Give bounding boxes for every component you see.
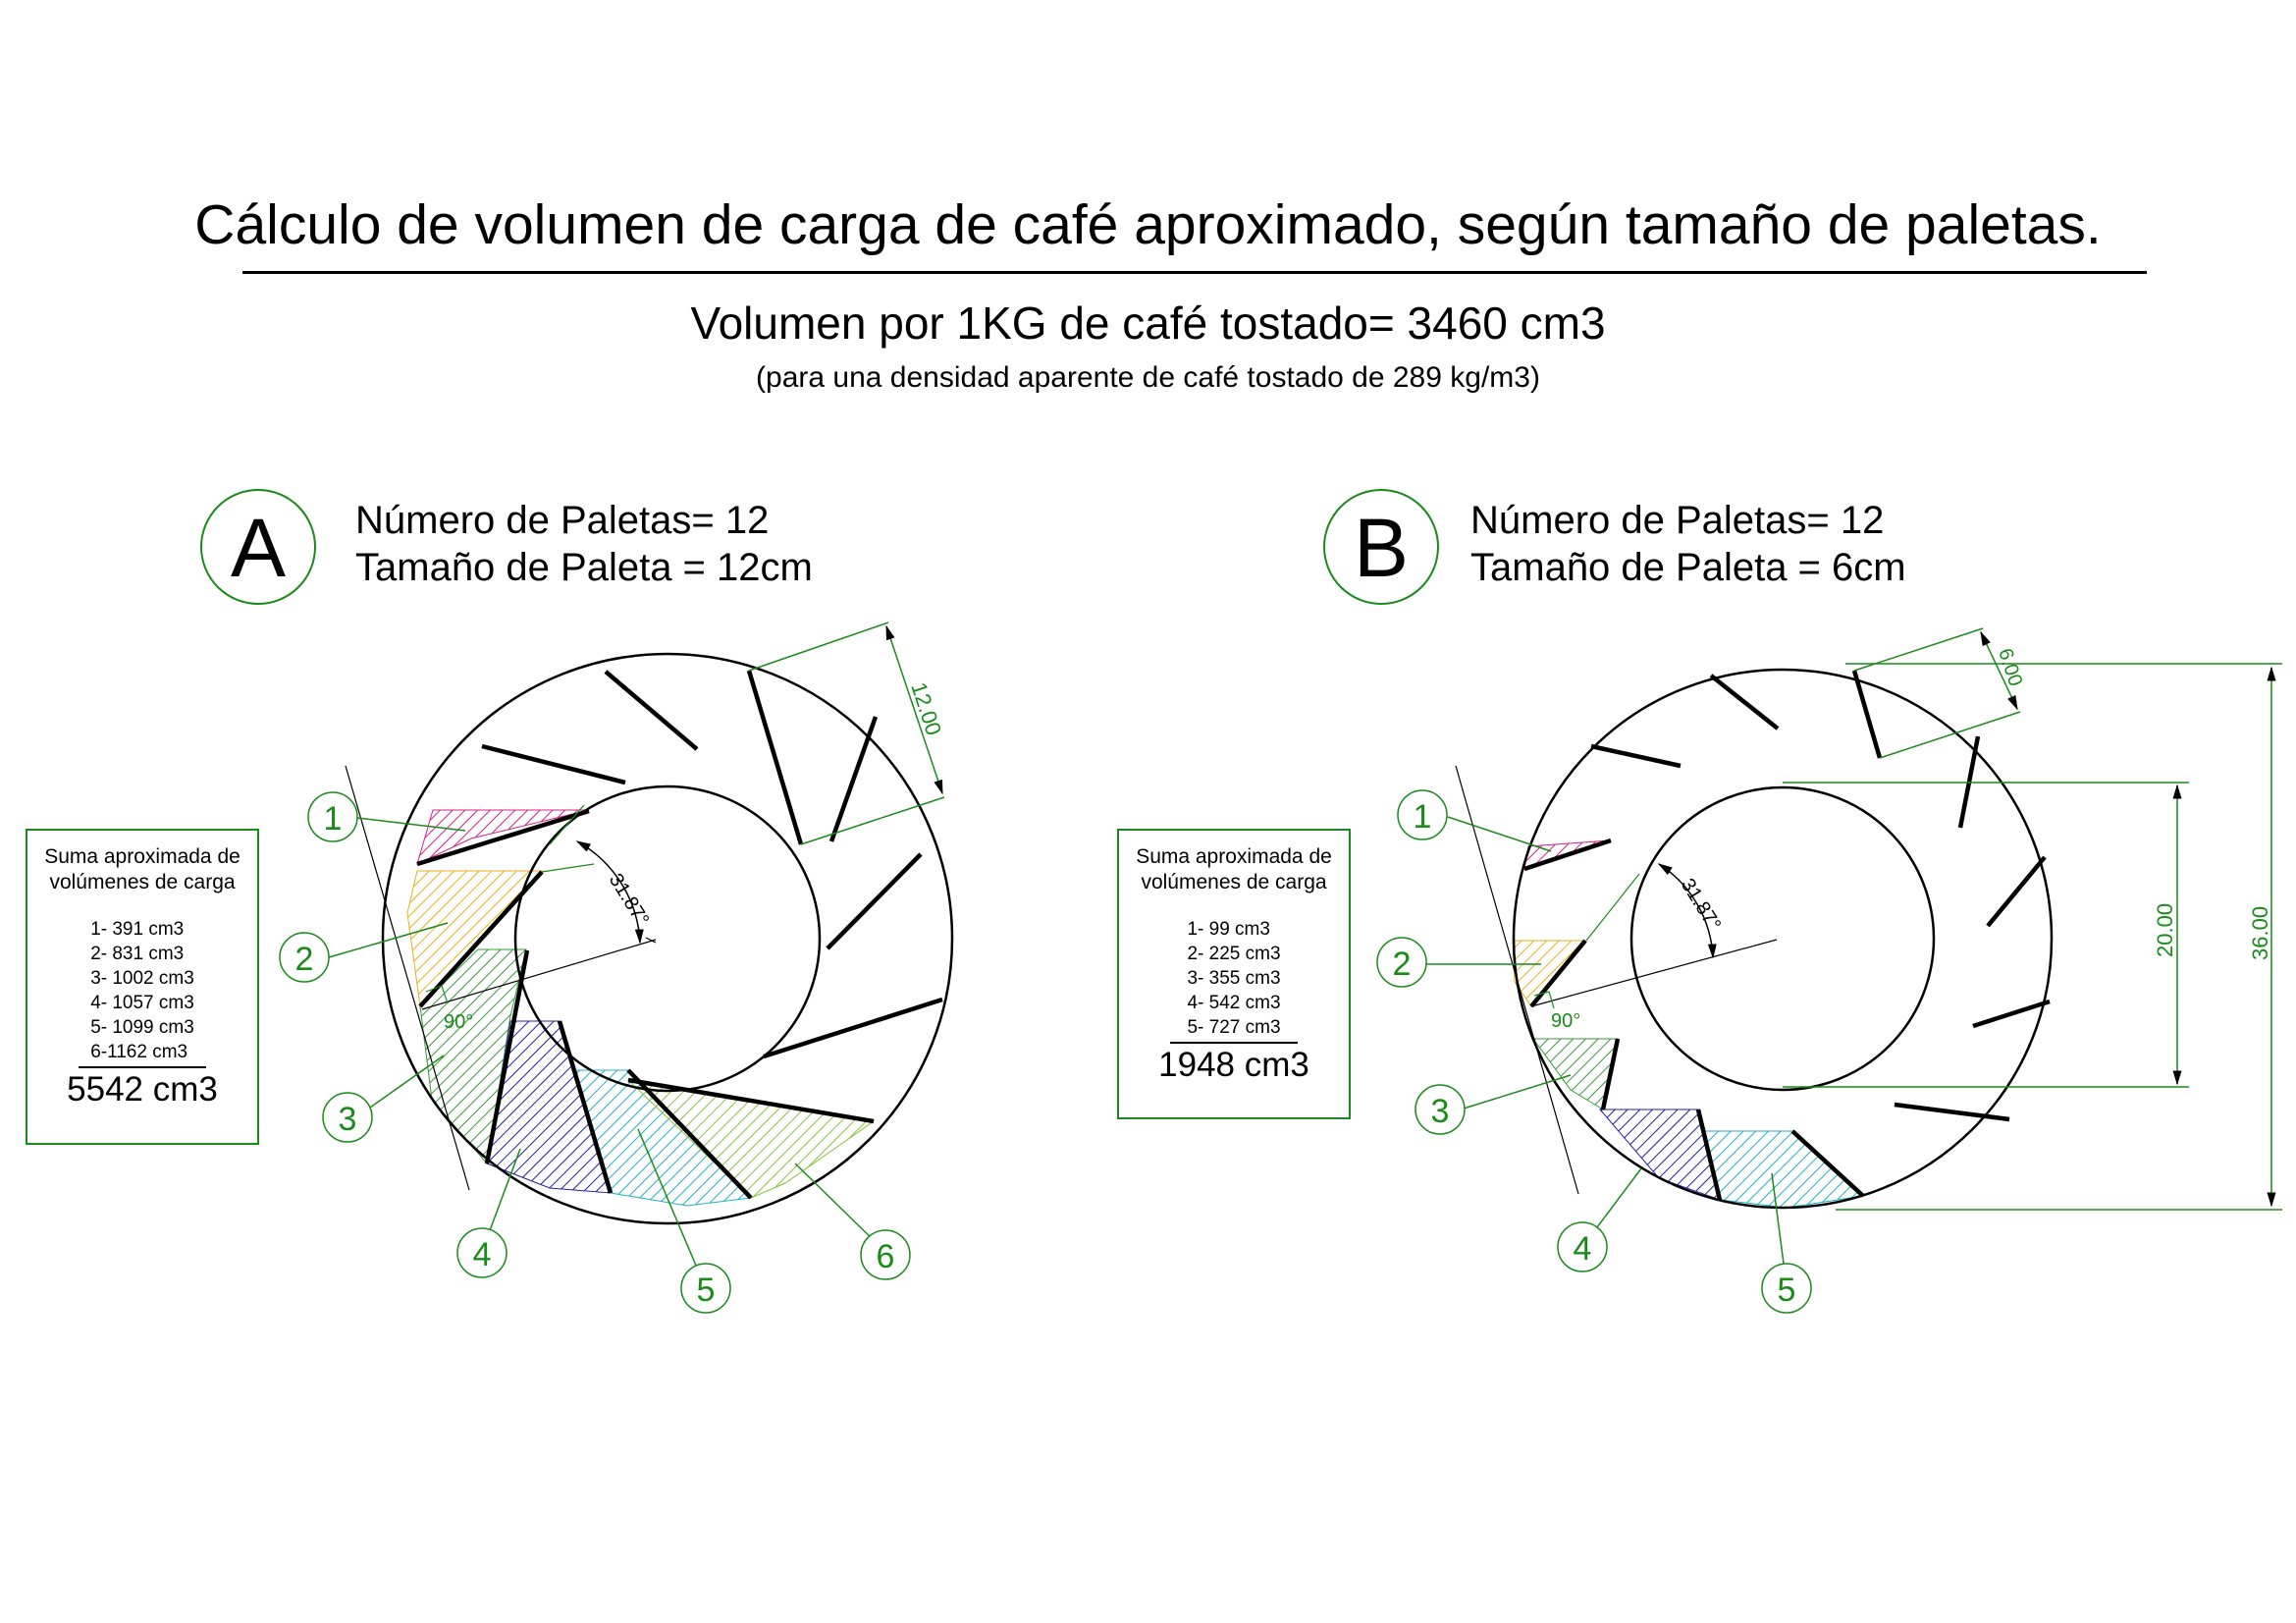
panel-b-dimension-paddle-label: 6.00 <box>1994 645 2027 689</box>
list-item: 2- 831 cm3 <box>90 944 185 964</box>
panel-a-diagram <box>201 490 952 1313</box>
density-note: (para una densidad aparente de café tostado de 289 kg/m3) <box>756 361 1540 394</box>
list-item: 4- 542 cm3 <box>1187 993 1281 1013</box>
panel-a-letter: A <box>230 502 287 594</box>
panel-a-total: 5542 cm3 <box>67 1070 218 1109</box>
list-item: 3- 355 cm3 <box>1187 968 1281 989</box>
panel-a-paddle-size: Tamaño de Paleta = 12cm <box>355 546 813 589</box>
panel-b-paddle-count: Número de Paletas= 12 <box>1470 499 1885 542</box>
panel-a-summary-title-2: volúmenes de carga <box>49 871 236 893</box>
zone-5-hatch <box>1703 1131 1863 1208</box>
panel-b-dimension-paddle <box>1854 628 2020 758</box>
panel-b-angle-label: 31.87° <box>1676 874 1726 935</box>
list-item: 4- 1057 cm3 <box>90 993 194 1013</box>
panel-a-angle-label: 31.87° <box>604 869 654 930</box>
zone-5-label: 5 <box>1777 1271 1796 1309</box>
list-item: 2- 225 cm3 <box>1187 944 1281 964</box>
list-item: 1- 391 cm3 <box>90 919 185 940</box>
zone-6-label: 6 <box>876 1238 895 1275</box>
list-item: 3- 1002 cm3 <box>90 968 194 989</box>
panel-a-summary-title-1: Suma aproximada de <box>44 845 240 868</box>
list-item: 5- 1099 cm3 <box>90 1017 194 1038</box>
panel-a-dimension-label: 12.00 <box>906 678 947 738</box>
panel-b-right-angle-label: 90° <box>1551 1010 1581 1032</box>
panel-b-dimension-outer <box>1836 664 2282 1210</box>
panel-b-inner-core <box>1631 787 1934 1090</box>
panel-b-summary-title-2: volúmenes de carga <box>1141 871 1327 893</box>
panel-b-summary-title-1: Suma aproximada de <box>1136 845 1332 868</box>
zone-4-label: 4 <box>472 1236 492 1273</box>
panel-b-dimension-inner-label: 20.00 <box>2153 902 2177 957</box>
zone-1-label: 1 <box>1413 798 1432 836</box>
panel-a-dimension-paddle <box>749 622 947 844</box>
list-item: 1- 99 cm3 <box>1187 919 1270 940</box>
zone-2-label: 2 <box>294 941 314 978</box>
zone-1-label: 1 <box>323 800 343 838</box>
panel-b-total: 1948 cm3 <box>1158 1046 1309 1084</box>
list-item: 5- 727 cm3 <box>1187 1017 1281 1038</box>
panel-b-paddles <box>1524 671 2050 1200</box>
zone-3-label: 3 <box>338 1101 357 1138</box>
tangent-line <box>1456 766 1581 1194</box>
panel-a-paddle-count: Número de Paletas= 12 <box>355 499 770 542</box>
panel-a-callouts <box>280 792 910 1313</box>
panel-b-outer-drum <box>1514 670 2052 1208</box>
zone-4-label: 4 <box>1573 1230 1592 1268</box>
zone-2-label: 2 <box>1392 946 1412 983</box>
panel-a-right-angle-label: 90° <box>444 1011 474 1033</box>
panel-b-diagram <box>1324 490 2282 1313</box>
panel-b-dimension-inner <box>1783 783 2189 1087</box>
panel-b-paddle-size: Tamaño de Paleta = 6cm <box>1470 546 1906 589</box>
zone-5-label: 5 <box>696 1271 716 1309</box>
panel-b-letter: B <box>1353 502 1410 594</box>
panel-b-dimension-outer-label: 36.00 <box>2248 905 2272 960</box>
subtitle: Volumen por 1KG de café tostado= 3460 cm3 <box>690 298 1606 349</box>
zone-3-label: 3 <box>1430 1093 1450 1130</box>
list-item: 6-1162 cm3 <box>90 1042 188 1062</box>
page-title: Cálculo de volumen de carga de café aproximado, según tamaño de paletas. <box>194 193 2102 256</box>
